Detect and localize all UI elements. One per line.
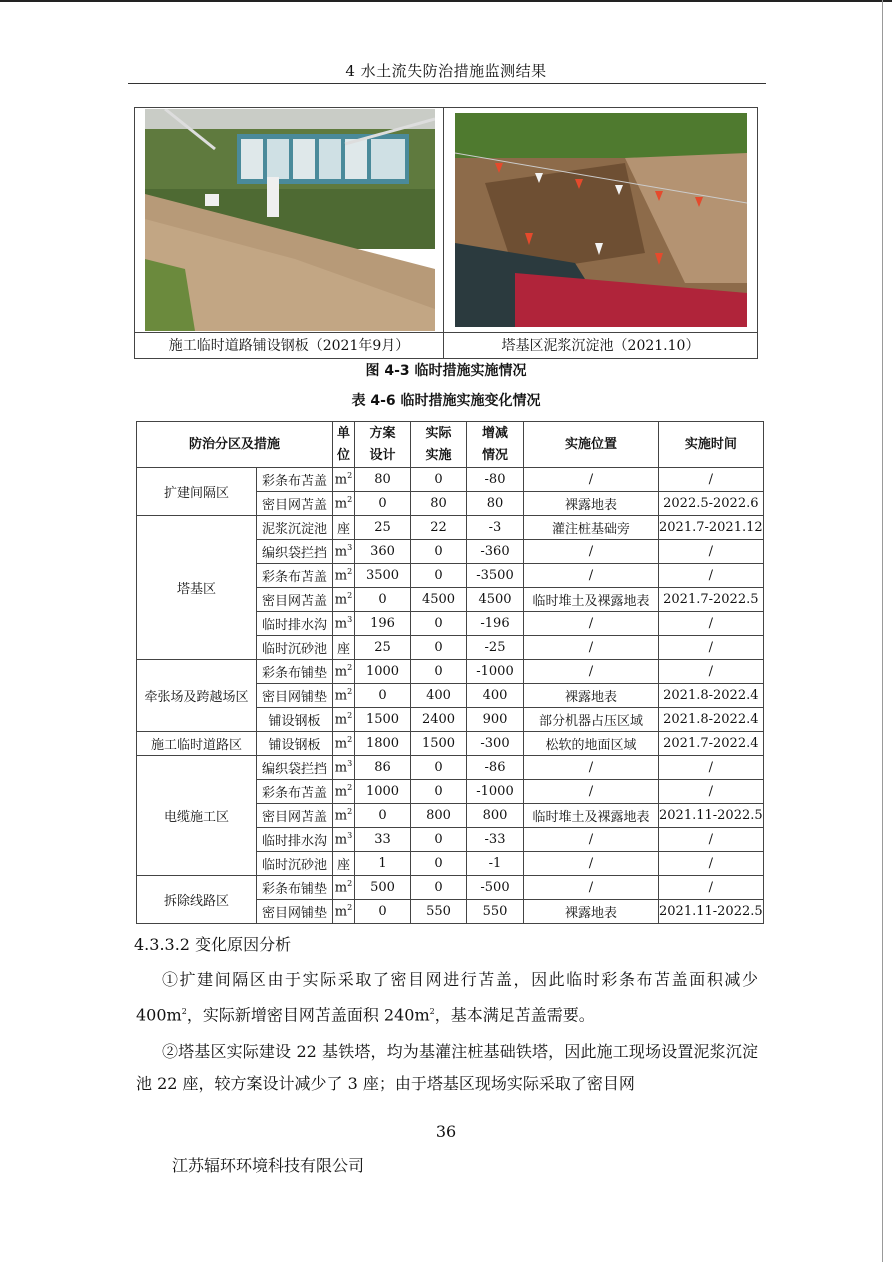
table-row bbox=[137, 756, 764, 780]
time-cell: / bbox=[659, 540, 764, 564]
time-cell: 2021.8-2022.4 bbox=[659, 708, 764, 732]
change-cell: -300 bbox=[467, 732, 524, 756]
measure-cell: 彩条布铺垫 bbox=[257, 660, 333, 684]
time-cell: / bbox=[659, 852, 764, 876]
change-cell: -86 bbox=[467, 756, 524, 780]
plan-cell: 360 bbox=[355, 540, 411, 564]
table-row bbox=[137, 876, 764, 900]
unit-cell: $m^2$ bbox=[333, 780, 355, 804]
actual-cell: 80 bbox=[411, 492, 467, 516]
actual-cell: 0 bbox=[411, 540, 467, 564]
zone-cell: 拆除线路区 bbox=[137, 876, 257, 924]
zone-cell: 塔基区 bbox=[137, 516, 257, 660]
plan-cell: 86 bbox=[355, 756, 411, 780]
time-cell: / bbox=[659, 876, 764, 900]
measure-cell: 临时排水沟 bbox=[257, 612, 333, 636]
plan-cell: 500 bbox=[355, 876, 411, 900]
figure-title: 图 4-3 临时措施实施情况 bbox=[365, 363, 527, 379]
photo-figure bbox=[134, 107, 758, 359]
change-cell: 80 bbox=[467, 492, 524, 516]
time-cell: 2021.7-2021.12 bbox=[659, 516, 764, 540]
measure-cell: 铺设钢板 bbox=[257, 732, 333, 756]
time-cell: / bbox=[659, 636, 764, 660]
unit-cell: $m^2$ bbox=[333, 564, 355, 588]
location-cell: 灌注桩基础旁 bbox=[524, 516, 659, 540]
actual-cell: 400 bbox=[411, 684, 467, 708]
unit-cell: $m^2$ bbox=[333, 708, 355, 732]
header-rule bbox=[128, 83, 766, 84]
table-row bbox=[137, 732, 764, 756]
actual-cell: 0 bbox=[411, 852, 467, 876]
unit-cell: $m^2$ bbox=[333, 660, 355, 684]
header-plan: 方案 设计 bbox=[355, 422, 411, 468]
paragraph-1: ①扩建间隔区由于实际采取了密目网进行苫盖，因此临时彩条布苫盖面积减少 $400m^2$，实际新增密目网苫盖面积 $240m^2$，基本满足苫盖需要。 bbox=[136, 970, 758, 1025]
plan-cell: 196 bbox=[355, 612, 411, 636]
header-actual: 实际 实施 bbox=[411, 422, 467, 468]
location-cell: 部分机器占压区域 bbox=[524, 708, 659, 732]
zone-cell: 牵张场及跨越场区 bbox=[137, 660, 257, 732]
header-unit: 单 位 bbox=[333, 422, 355, 468]
location-cell: 临时堆土及裸露地表 bbox=[524, 588, 659, 612]
actual-cell: 1500 bbox=[411, 732, 467, 756]
paragraph-2: ②塔基区实际建设 22 基铁塔，均为基灌注桩基础铁塔，因此施工现场设置泥浆沉淀池 22 座，较方案设计减少了 3 座；由于塔基区现场实际采取了密目网 bbox=[136, 1042, 758, 1093]
photo-steel-plate-road bbox=[145, 109, 435, 331]
measure-cell: 密目网苫盖 bbox=[257, 804, 333, 828]
header-zone-measure: 防治分区及措施 bbox=[137, 422, 333, 468]
right-border bbox=[882, 0, 883, 1262]
change-cell: -3 bbox=[467, 516, 524, 540]
photo-caption-2: 塔基区泥浆沉淀池（2021.10） bbox=[501, 338, 700, 354]
measure-cell: 铺设钢板 bbox=[257, 708, 333, 732]
time-cell: 2021.8-2022.4 bbox=[659, 684, 764, 708]
actual-cell: 0 bbox=[411, 876, 467, 900]
actual-cell: 550 bbox=[411, 900, 467, 924]
measure-cell: 密目网苫盖 bbox=[257, 492, 333, 516]
header-time: 实施时间 bbox=[659, 422, 764, 468]
actual-cell: 0 bbox=[411, 612, 467, 636]
table-header-row bbox=[137, 422, 764, 468]
plan-cell: 0 bbox=[355, 684, 411, 708]
change-cell: -25 bbox=[467, 636, 524, 660]
location-cell: / bbox=[524, 540, 659, 564]
change-cell: 550 bbox=[467, 900, 524, 924]
measure-cell: 密目网铺垫 bbox=[257, 684, 333, 708]
table-row bbox=[137, 468, 764, 492]
measure-cell: 彩条布苫盖 bbox=[257, 468, 333, 492]
zone-cell: 扩建间隔区 bbox=[137, 468, 257, 516]
change-cell: -1 bbox=[467, 852, 524, 876]
company-footer: 江苏辐环环境科技有限公司 bbox=[172, 1156, 365, 1175]
unit-cell: 座 bbox=[333, 516, 355, 540]
plan-cell: 1000 bbox=[355, 660, 411, 684]
location-cell: / bbox=[524, 468, 659, 492]
change-cell: -1000 bbox=[467, 780, 524, 804]
measures-table bbox=[136, 421, 764, 924]
unit-cell: $m^2$ bbox=[333, 900, 355, 924]
photo-caption-1: 施工临时道路铺设钢板（2021年9月） bbox=[168, 338, 410, 354]
measure-cell: 彩条布苫盖 bbox=[257, 564, 333, 588]
plan-cell: 25 bbox=[355, 636, 411, 660]
location-cell: / bbox=[524, 636, 659, 660]
running-header: 4 水土流失防治措施监测结果 bbox=[345, 62, 547, 80]
change-cell: -1000 bbox=[467, 660, 524, 684]
unit-cell: $m^2$ bbox=[333, 492, 355, 516]
time-cell: / bbox=[659, 828, 764, 852]
measure-cell: 密目网铺垫 bbox=[257, 900, 333, 924]
change-cell: 800 bbox=[467, 804, 524, 828]
change-cell: 4500 bbox=[467, 588, 524, 612]
time-cell: / bbox=[659, 780, 764, 804]
zone-cell: 施工临时道路区 bbox=[137, 732, 257, 756]
plan-cell: 1000 bbox=[355, 780, 411, 804]
measure-cell: 编织袋拦挡 bbox=[257, 540, 333, 564]
measure-cell: 临时沉砂池 bbox=[257, 636, 333, 660]
location-cell: / bbox=[524, 564, 659, 588]
measure-cell: 临时沉砂池 bbox=[257, 852, 333, 876]
unit-cell: $m^2$ bbox=[333, 804, 355, 828]
change-cell: 900 bbox=[467, 708, 524, 732]
plan-cell: 33 bbox=[355, 828, 411, 852]
time-cell: 2021.7-2022.4 bbox=[659, 732, 764, 756]
actual-cell: 2400 bbox=[411, 708, 467, 732]
time-cell: / bbox=[659, 756, 764, 780]
unit-cell: $m^2$ bbox=[333, 876, 355, 900]
change-cell: 400 bbox=[467, 684, 524, 708]
time-cell: / bbox=[659, 612, 764, 636]
actual-cell: 0 bbox=[411, 660, 467, 684]
location-cell: / bbox=[524, 780, 659, 804]
plan-cell: 0 bbox=[355, 804, 411, 828]
time-cell: 2021.11-2022.5 bbox=[659, 900, 764, 924]
table-row bbox=[137, 516, 764, 540]
time-cell: 2021.7-2022.5 bbox=[659, 588, 764, 612]
actual-cell: 0 bbox=[411, 780, 467, 804]
plan-cell: 25 bbox=[355, 516, 411, 540]
location-cell: / bbox=[524, 660, 659, 684]
plan-cell: 0 bbox=[355, 588, 411, 612]
unit-cell: $m^3$ bbox=[333, 612, 355, 636]
photo-mud-sediment-pool bbox=[455, 113, 747, 327]
location-cell: / bbox=[524, 756, 659, 780]
actual-cell: 0 bbox=[411, 756, 467, 780]
unit-cell: $m^3$ bbox=[333, 540, 355, 564]
change-cell: -80 bbox=[467, 468, 524, 492]
time-cell: 2022.5-2022.6 bbox=[659, 492, 764, 516]
header-location: 实施位置 bbox=[524, 422, 659, 468]
unit-cell: 座 bbox=[333, 636, 355, 660]
unit-cell: $m^2$ bbox=[333, 588, 355, 612]
unit-cell: $m^2$ bbox=[333, 732, 355, 756]
location-cell: 裸露地表 bbox=[524, 684, 659, 708]
actual-cell: 4500 bbox=[411, 588, 467, 612]
actual-cell: 0 bbox=[411, 564, 467, 588]
photo-divider-horizontal bbox=[135, 332, 757, 333]
plan-cell: 1800 bbox=[355, 732, 411, 756]
page-number: 36 bbox=[435, 1122, 457, 1141]
unit-cell: $m^2$ bbox=[333, 468, 355, 492]
plan-cell: 1500 bbox=[355, 708, 411, 732]
table-title: 表 4-6 临时措施实施变化情况 bbox=[351, 393, 541, 409]
location-cell: / bbox=[524, 876, 659, 900]
measure-cell: 彩条布铺垫 bbox=[257, 876, 333, 900]
plan-cell: 1 bbox=[355, 852, 411, 876]
measure-cell: 泥浆沉淀池 bbox=[257, 516, 333, 540]
location-cell: / bbox=[524, 612, 659, 636]
plan-cell: 80 bbox=[355, 468, 411, 492]
change-cell: -196 bbox=[467, 612, 524, 636]
plan-cell: 0 bbox=[355, 492, 411, 516]
measure-cell: 彩条布苫盖 bbox=[257, 780, 333, 804]
location-cell: 临时堆土及裸露地表 bbox=[524, 804, 659, 828]
time-cell: / bbox=[659, 564, 764, 588]
time-cell: / bbox=[659, 468, 764, 492]
top-border bbox=[0, 0, 892, 2]
location-cell: 裸露地表 bbox=[524, 492, 659, 516]
zone-cell: 电缆施工区 bbox=[137, 756, 257, 876]
actual-cell: 0 bbox=[411, 636, 467, 660]
header-change: 增减 情况 bbox=[467, 422, 524, 468]
change-cell: -360 bbox=[467, 540, 524, 564]
unit-cell: $m^3$ bbox=[333, 756, 355, 780]
photo-divider-vertical bbox=[443, 108, 444, 358]
change-cell: -3500 bbox=[467, 564, 524, 588]
change-cell: -500 bbox=[467, 876, 524, 900]
change-cell: -33 bbox=[467, 828, 524, 852]
location-cell: 裸露地表 bbox=[524, 900, 659, 924]
unit-cell: 座 bbox=[333, 852, 355, 876]
actual-cell: 800 bbox=[411, 804, 467, 828]
measure-cell: 密目网苫盖 bbox=[257, 588, 333, 612]
table-row bbox=[137, 660, 764, 684]
plan-cell: 3500 bbox=[355, 564, 411, 588]
location-cell: / bbox=[524, 852, 659, 876]
location-cell: / bbox=[524, 828, 659, 852]
measure-cell: 临时排水沟 bbox=[257, 828, 333, 852]
unit-cell: $m^2$ bbox=[333, 684, 355, 708]
section-heading: 4.3.3.2 变化原因分析 bbox=[134, 935, 292, 954]
location-cell: 松软的地面区域 bbox=[524, 732, 659, 756]
actual-cell: 0 bbox=[411, 468, 467, 492]
unit-cell: $m^3$ bbox=[333, 828, 355, 852]
measure-cell: 编织袋拦挡 bbox=[257, 756, 333, 780]
time-cell: 2021.11-2022.5 bbox=[659, 804, 764, 828]
actual-cell: 0 bbox=[411, 828, 467, 852]
time-cell: / bbox=[659, 660, 764, 684]
actual-cell: 22 bbox=[411, 516, 467, 540]
plan-cell: 0 bbox=[355, 900, 411, 924]
